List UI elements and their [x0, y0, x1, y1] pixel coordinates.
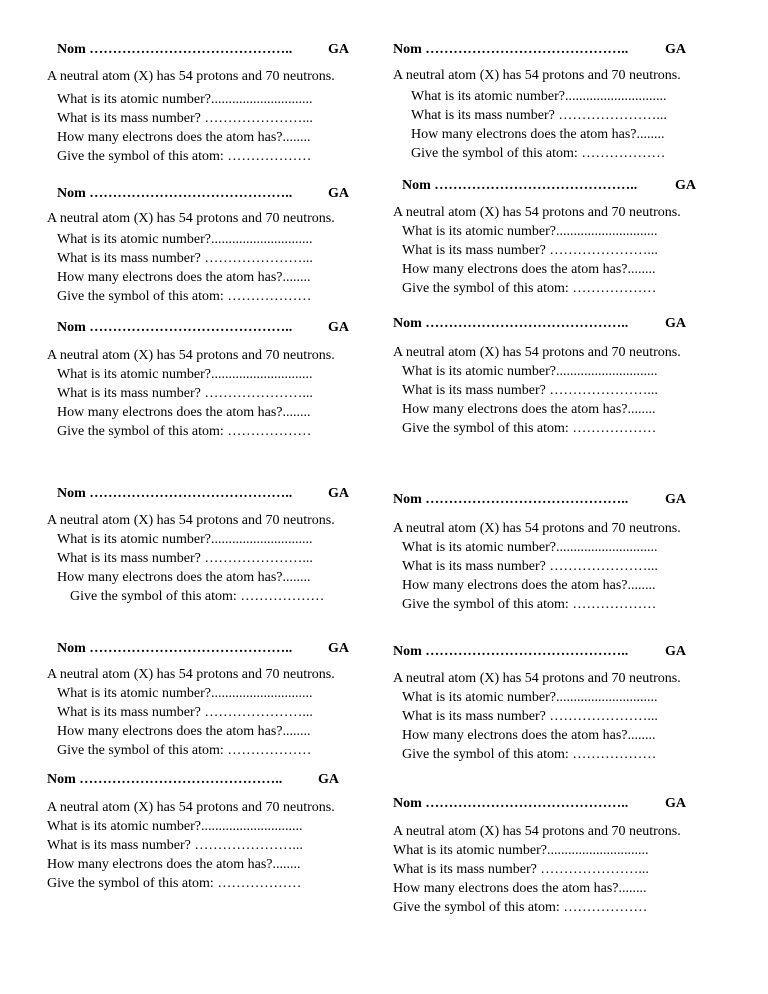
- question-electrons: How many electrons does the atom has?........: [57, 270, 311, 285]
- question-symbol: Give the symbol of this atom: ………………: [57, 289, 312, 304]
- question-mass-number: What is its mass number? …………………...: [402, 243, 658, 258]
- question-atomic-number: What is its atomic number?.............................: [402, 224, 658, 239]
- question-electrons: How many electrons does the atom has?........: [57, 130, 311, 145]
- question-intro: A neutral atom (X) has 54 protons and 70 neutrons.: [47, 69, 335, 84]
- group-label: GA: [665, 42, 686, 57]
- question-electrons: How many electrons does the atom has?........: [57, 570, 311, 585]
- name-field-label: Nom ……………………………………..: [57, 641, 293, 656]
- question-electrons: How many electrons does the atom has?........: [402, 578, 656, 593]
- question-atomic-number: What is its atomic number?.............................: [57, 686, 313, 701]
- group-label: GA: [328, 186, 349, 201]
- question-symbol: Give the symbol of this atom: ………………: [402, 747, 657, 762]
- question-electrons: How many electrons does the atom has?........: [47, 857, 301, 872]
- question-symbol: Give the symbol of this atom: ………………: [402, 421, 657, 436]
- group-label: GA: [665, 492, 686, 507]
- question-mass-number: What is its mass number? …………………...: [57, 386, 313, 401]
- question-symbol: Give the symbol of this atom: ………………: [57, 743, 312, 758]
- question-atomic-number: What is its atomic number?.............................: [57, 367, 313, 382]
- name-field-label: Nom ……………………………………..: [57, 186, 293, 201]
- question-electrons: How many electrons does the atom has?........: [402, 728, 656, 743]
- name-field-label: Nom ……………………………………..: [57, 42, 293, 57]
- group-label: GA: [328, 641, 349, 656]
- question-electrons: How many electrons does the atom has?........: [57, 724, 311, 739]
- group-label: GA: [665, 796, 686, 811]
- question-intro: A neutral atom (X) has 54 protons and 70 neutrons.: [47, 513, 335, 528]
- question-symbol: Give the symbol of this atom: ………………: [47, 876, 302, 891]
- question-atomic-number: What is its atomic number?.............................: [57, 532, 313, 547]
- question-intro: A neutral atom (X) has 54 protons and 70 neutrons.: [393, 205, 681, 220]
- question-symbol: Give the symbol of this atom: ………………: [402, 281, 657, 296]
- question-atomic-number: What is its atomic number?.............................: [402, 364, 658, 379]
- question-electrons: How many electrons does the atom has?........: [411, 127, 665, 142]
- question-electrons: How many electrons does the atom has?........: [402, 262, 656, 277]
- question-mass-number: What is its mass number? …………………...: [57, 705, 313, 720]
- name-field-label: Nom ……………………………………..: [47, 772, 283, 787]
- question-symbol: Give the symbol of this atom: ………………: [411, 146, 666, 161]
- group-label: GA: [328, 320, 349, 335]
- question-mass-number: What is its mass number? …………………...: [57, 111, 313, 126]
- question-atomic-number: What is its atomic number?.............................: [57, 92, 313, 107]
- question-intro: A neutral atom (X) has 54 protons and 70 neutrons.: [47, 348, 335, 363]
- name-field-label: Nom ……………………………………..: [393, 796, 629, 811]
- question-symbol: Give the symbol of this atom: ………………: [57, 424, 312, 439]
- question-mass-number: What is its mass number? …………………...: [402, 709, 658, 724]
- group-label: GA: [328, 486, 349, 501]
- question-intro: A neutral atom (X) has 54 protons and 70 neutrons.: [47, 211, 335, 226]
- question-atomic-number: What is its atomic number?.............................: [57, 232, 313, 247]
- question-mass-number: What is its mass number? …………………...: [57, 251, 313, 266]
- question-mass-number: What is its mass number? …………………...: [57, 551, 313, 566]
- group-label: GA: [665, 644, 686, 659]
- question-mass-number: What is its mass number? …………………...: [47, 838, 303, 853]
- group-label: GA: [328, 42, 349, 57]
- question-mass-number: What is its mass number? …………………...: [411, 108, 667, 123]
- question-symbol: Give the symbol of this atom: ………………: [57, 149, 312, 164]
- question-mass-number: What is its mass number? …………………...: [402, 383, 658, 398]
- group-label: GA: [318, 772, 339, 787]
- question-electrons: How many electrons does the atom has?........: [402, 402, 656, 417]
- name-field-label: Nom ……………………………………..: [402, 178, 638, 193]
- question-mass-number: What is its mass number? …………………...: [402, 559, 658, 574]
- question-intro: A neutral atom (X) has 54 protons and 70 neutrons.: [393, 68, 681, 83]
- question-atomic-number: What is its atomic number?.............................: [402, 540, 658, 555]
- question-electrons: How many electrons does the atom has?........: [57, 405, 311, 420]
- name-field-label: Nom ……………………………………..: [393, 42, 629, 57]
- question-atomic-number: What is its atomic number?.............................: [402, 690, 658, 705]
- question-atomic-number: What is its atomic number?.............................: [411, 89, 667, 104]
- question-intro: A neutral atom (X) has 54 protons and 70 neutrons.: [393, 345, 681, 360]
- group-label: GA: [675, 178, 696, 193]
- name-field-label: Nom ……………………………………..: [57, 320, 293, 335]
- question-intro: A neutral atom (X) has 54 protons and 70 neutrons.: [393, 824, 681, 839]
- question-intro: A neutral atom (X) has 54 protons and 70 neutrons.: [393, 671, 681, 686]
- question-intro: A neutral atom (X) has 54 protons and 70 neutrons.: [47, 800, 335, 815]
- question-symbol: Give the symbol of this atom: ………………: [402, 597, 657, 612]
- question-intro: A neutral atom (X) has 54 protons and 70 neutrons.: [393, 521, 681, 536]
- question-atomic-number: What is its atomic number?.............................: [47, 819, 303, 834]
- name-field-label: Nom ……………………………………..: [393, 644, 629, 659]
- question-symbol: Give the symbol of this atom: ………………: [393, 900, 648, 915]
- question-mass-number: What is its mass number? …………………...: [393, 862, 649, 877]
- question-symbol: Give the symbol of this atom: ………………: [70, 589, 325, 604]
- name-field-label: Nom ……………………………………..: [393, 316, 629, 331]
- name-field-label: Nom ……………………………………..: [57, 486, 293, 501]
- name-field-label: Nom ……………………………………..: [393, 492, 629, 507]
- question-intro: A neutral atom (X) has 54 protons and 70 neutrons.: [47, 667, 335, 682]
- group-label: GA: [665, 316, 686, 331]
- question-electrons: How many electrons does the atom has?........: [393, 881, 647, 896]
- question-atomic-number: What is its atomic number?.............................: [393, 843, 649, 858]
